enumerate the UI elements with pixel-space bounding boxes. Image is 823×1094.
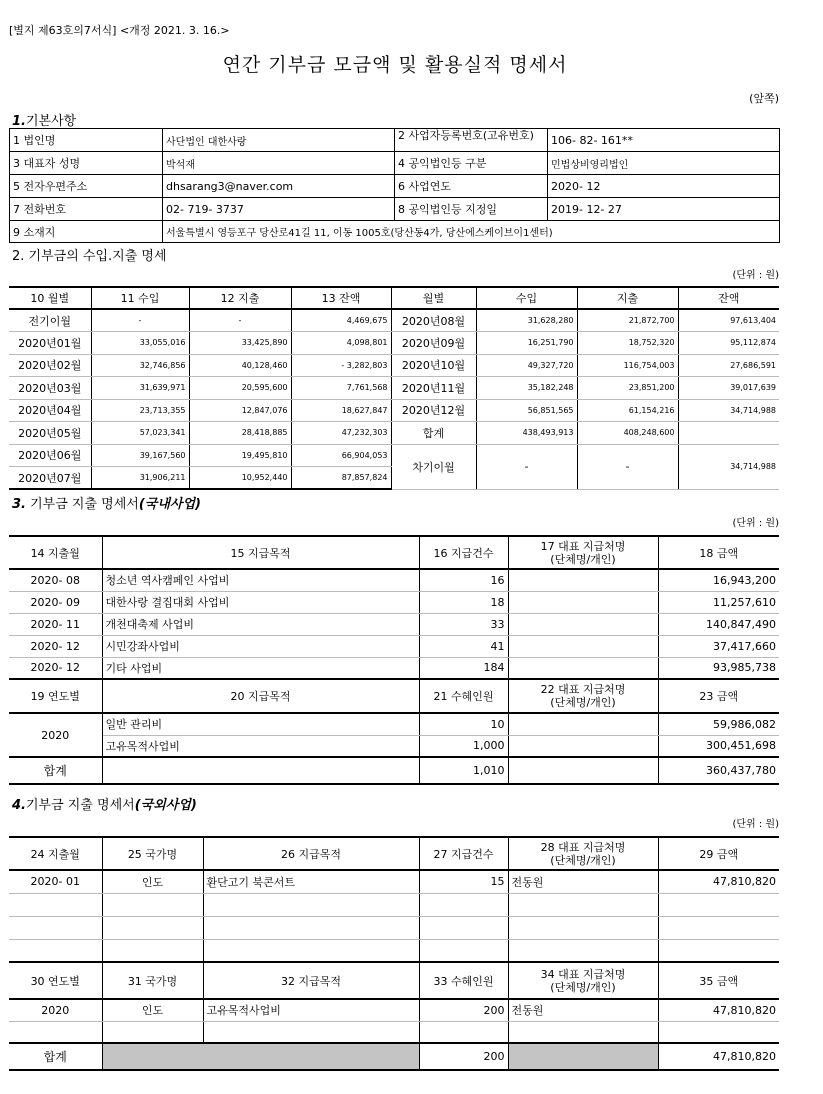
column-header: 13 잔액: [291, 287, 391, 309]
cell-balance: 34,714,988: [678, 444, 779, 489]
column-header: 34 대표 지급처명 (단체명/개인): [508, 962, 658, 999]
cell-balance: 27,686,591: [678, 354, 779, 377]
table-row: [9, 713, 779, 735]
cell-purpose: [203, 1021, 419, 1043]
cell-balance: 87,857,824: [291, 467, 391, 490]
cell-expense: 19,495,810: [189, 444, 291, 467]
column-header: 15 지급목적: [102, 536, 419, 569]
cell-income: 31,639,971: [91, 377, 189, 400]
cell-payee: 전동원: [508, 870, 658, 893]
cell-purpose: 고유목적사업비: [203, 999, 419, 1021]
unit-label: (단위 : 원): [732, 518, 779, 529]
cell-purpose: [203, 916, 419, 939]
cell-payee: [508, 1021, 658, 1043]
cell-purpose: 개천대축제 사업비: [102, 613, 419, 635]
column-header: 19 연도별: [9, 679, 102, 713]
cell-month: 2020년11월: [391, 377, 476, 400]
table-row: [9, 591, 779, 613]
cell-amount: 47,810,820: [658, 999, 779, 1021]
cell-payee: [508, 635, 658, 657]
shaded-cell: [102, 1043, 419, 1070]
table-row: [9, 422, 779, 445]
column-header: 26 지급목적: [203, 837, 419, 870]
cell-month: 2020년03월: [9, 377, 91, 400]
total-label: 합계: [9, 757, 102, 784]
cell-amount: [658, 916, 779, 939]
cell-balance: 95,112,874: [678, 332, 779, 355]
carry-forward-label: 차기이월: [391, 444, 476, 489]
cell-purpose: [203, 939, 419, 962]
cell-year: [9, 1021, 102, 1043]
cell-amount: 93,985,738: [658, 657, 779, 679]
column-header: 12 지출: [189, 287, 291, 309]
cell-month: 2020- 11: [9, 613, 102, 635]
info-label: 6 사업연도: [395, 175, 548, 198]
column-header: 20 지급목적: [102, 679, 419, 713]
cell-month: [9, 939, 102, 962]
column-header: 수입: [476, 287, 577, 309]
table-row: [9, 309, 779, 332]
cell-expense: 10,952,440: [189, 467, 291, 490]
table-row: [9, 354, 779, 377]
cell-amount: [658, 893, 779, 916]
cell-month: 2020년07월: [9, 467, 91, 490]
section-3-title: 3. 기부금 지출 명세서(국내사업): [12, 497, 201, 512]
cell-expense: 21,872,700: [577, 309, 678, 332]
cell-income: 49,327,720: [476, 354, 577, 377]
cell-balance: 47,232,303: [291, 422, 391, 445]
cell-count: 16: [419, 569, 508, 591]
column-header: 24 지출월: [9, 837, 102, 870]
cell-country: [102, 939, 203, 962]
section-2-title: 2. 기부금의 수입.지출 명세: [12, 249, 167, 264]
cell-balance: - 3,282,803: [291, 354, 391, 377]
info-value: 박석재: [163, 152, 395, 175]
table-row: [9, 939, 779, 962]
cell-purpose: [102, 757, 419, 784]
info-value: 2019- 12- 27: [548, 198, 780, 221]
cell-month: [9, 893, 102, 916]
cell-purpose: [203, 893, 419, 916]
column-header: 11 수입: [91, 287, 189, 309]
table-row: [9, 657, 779, 679]
table-header-row: [9, 837, 779, 870]
cell-count: 200: [419, 999, 508, 1021]
info-label: 2 사업자등록번호(고유번호): [395, 129, 548, 152]
info-row: [10, 129, 780, 152]
table-row: [9, 870, 779, 893]
info-value: 02- 719- 3737: [163, 198, 395, 221]
cell-income: 35,182,248: [476, 377, 577, 400]
cell-year: 2020: [9, 999, 102, 1021]
cell-balance: 66,904,053: [291, 444, 391, 467]
info-label: 3 대표자 성명: [10, 152, 163, 175]
cell-income: 438,493,913: [476, 422, 577, 445]
cell-income: 31,628,280: [476, 309, 577, 332]
cell-month: 2020- 08: [9, 569, 102, 591]
column-header: 29 금액: [658, 837, 779, 870]
cell-country: 인도: [102, 870, 203, 893]
column-header: 23 금액: [658, 679, 779, 713]
cell-payee: [508, 613, 658, 635]
unit-label: (단위 : 원): [732, 819, 779, 830]
cell-amount: 16,943,200: [658, 569, 779, 591]
cell-month: 2020- 01: [9, 870, 102, 893]
cell-count: [419, 893, 508, 916]
info-row: [10, 175, 780, 198]
column-header: 잔액: [678, 287, 779, 309]
cell-expense: 12,847,076: [189, 399, 291, 422]
info-row: [10, 221, 780, 243]
cell-balance: [678, 422, 779, 445]
cell-payee: [508, 713, 658, 735]
table-row: [9, 893, 779, 916]
table-header-row: [9, 679, 779, 713]
column-header: 28 대표 지급처명 (단체명/개인): [508, 837, 658, 870]
table-row: [9, 332, 779, 355]
cell-payee: [508, 893, 658, 916]
cell-count: 15: [419, 870, 508, 893]
cell-amount: 59,986,082: [658, 713, 779, 735]
cell-purpose: 고유목적사업비: [102, 735, 419, 757]
info-value: dhsarang3@naver.com: [163, 175, 395, 198]
cell-purpose: 환단고기 북콘서트: [203, 870, 419, 893]
cell-month: 2020- 09: [9, 591, 102, 613]
info-label: 9 소재지: [10, 221, 163, 243]
cell-income: 32,746,856: [91, 354, 189, 377]
section-1-title: 1.기본사항: [12, 114, 77, 129]
income-expense-table: [9, 286, 779, 490]
basic-info-table: [9, 128, 780, 243]
cell-amount: [658, 1021, 779, 1043]
cell-expense: 40,128,460: [189, 354, 291, 377]
cell-expense: 23,851,200: [577, 377, 678, 400]
cell-count: 18: [419, 591, 508, 613]
cell-amount: 47,810,820: [658, 1043, 779, 1070]
cell-amount: 37,417,660: [658, 635, 779, 657]
cell-amount: 360,437,780: [658, 757, 779, 784]
cell-country: [102, 1021, 203, 1043]
cell-payee: [508, 569, 658, 591]
cell-payee: [508, 657, 658, 679]
column-header: 30 연도별: [9, 962, 102, 999]
document-title: 연간 기부금 모금액 및 활용실적 명세서: [222, 54, 568, 76]
cell-country: [102, 916, 203, 939]
cell-count: [419, 939, 508, 962]
cell-income: -: [476, 444, 577, 489]
cell-income: -: [91, 309, 189, 332]
total-row: [9, 757, 779, 784]
info-label: 4 공익법인등 구분: [395, 152, 548, 175]
cell-purpose: 청소년 역사캠페인 사업비: [102, 569, 419, 591]
cell-expense: -: [189, 309, 291, 332]
column-header: 31 국가명: [102, 962, 203, 999]
column-header: 21 수혜인원: [419, 679, 508, 713]
table-row: [9, 635, 779, 657]
column-header: 14 지출월: [9, 536, 102, 569]
info-label: 1 법인명: [10, 129, 163, 152]
cell-count: 1,010: [419, 757, 508, 784]
table-header-row: [9, 536, 779, 569]
column-header: 18 금액: [658, 536, 779, 569]
column-header: 16 지급건수: [419, 536, 508, 569]
cell-month: 전기이월: [9, 309, 91, 332]
domestic-expense-table: [9, 535, 779, 785]
cell-payee: [508, 757, 658, 784]
cell-month: 2020년06월: [9, 444, 91, 467]
cell-month: 2020년08월: [391, 309, 476, 332]
shaded-cell: [508, 1043, 658, 1070]
cell-month: 2020년10월: [391, 354, 476, 377]
cell-payee: 전동원: [508, 999, 658, 1021]
cell-purpose: 일반 관리비: [102, 713, 419, 735]
cell-income: 57,023,341: [91, 422, 189, 445]
column-header: 27 지급건수: [419, 837, 508, 870]
cell-balance: 4,469,675: [291, 309, 391, 332]
cell-purpose: 대한사랑 결집대회 사업비: [102, 591, 419, 613]
cell-expense: 28,418,885: [189, 422, 291, 445]
cell-amount: 47,810,820: [658, 870, 779, 893]
info-row: [10, 152, 780, 175]
cell-purpose: 기타 사업비: [102, 657, 419, 679]
table-row: [9, 999, 779, 1021]
cell-income: 23,713,355: [91, 399, 189, 422]
cell-expense: 20,595,600: [189, 377, 291, 400]
cell-count: [419, 1021, 508, 1043]
table-header-row: [9, 287, 779, 309]
info-value: 106- 82- 161**: [548, 129, 780, 152]
overseas-expense-table: [9, 836, 779, 1071]
table-row: [9, 377, 779, 400]
cell-count: 10: [419, 713, 508, 735]
column-header: 월별: [391, 287, 476, 309]
cell-country: 인도: [102, 999, 203, 1021]
cell-count: 33: [419, 613, 508, 635]
cell-purpose: 시민강좌사업비: [102, 635, 419, 657]
cell-balance: 4,098,801: [291, 332, 391, 355]
cell-month: 2020년01월: [9, 332, 91, 355]
total-label: 합계: [9, 1043, 102, 1070]
cell-month: 합계: [391, 422, 476, 445]
unit-label: (단위 : 원): [732, 270, 779, 281]
column-header: 25 국가명: [102, 837, 203, 870]
cell-balance: 97,613,404: [678, 309, 779, 332]
info-label: 5 전자우편주소: [10, 175, 163, 198]
cell-month: 2020년05월: [9, 422, 91, 445]
cell-amount: 140,847,490: [658, 613, 779, 635]
cell-payee: [508, 939, 658, 962]
cell-balance: 39,017,639: [678, 377, 779, 400]
info-label: 8 공익법인등 지정일: [395, 198, 548, 221]
cell-month: [9, 916, 102, 939]
cell-year: 2020: [9, 713, 102, 757]
form-tag: [별지 제63호의7서식] <개정 2021. 3. 16.>: [9, 24, 230, 37]
cell-count: 41: [419, 635, 508, 657]
cell-income: 16,251,790: [476, 332, 577, 355]
cell-month: 2020- 12: [9, 657, 102, 679]
cell-count: 184: [419, 657, 508, 679]
section-4-title: 4.기부금 지출 명세서(국외사업): [12, 798, 197, 813]
front-page-label: (앞쪽): [749, 92, 779, 105]
column-header: 지출: [577, 287, 678, 309]
cell-expense: 408,248,600: [577, 422, 678, 445]
table-row: [9, 735, 779, 757]
column-header: 33 수혜인원: [419, 962, 508, 999]
table-row: [9, 444, 779, 467]
table-row: [9, 399, 779, 422]
cell-expense: -: [577, 444, 678, 489]
cell-expense: 61,154,216: [577, 399, 678, 422]
address-value: 서울특별시 영등포구 당산로41길 11, 이동 1005호(당산동4가, 당산에스케이브이1센터): [163, 221, 780, 243]
column-header: 35 금액: [658, 962, 779, 999]
column-header: 17 대표 지급처명 (단체명/개인): [508, 536, 658, 569]
cell-income: 39,167,560: [91, 444, 189, 467]
cell-expense: 33,425,890: [189, 332, 291, 355]
cell-month: 2020년12월: [391, 399, 476, 422]
cell-amount: [658, 939, 779, 962]
cell-balance: 18,627,847: [291, 399, 391, 422]
cell-count: 1,000: [419, 735, 508, 757]
cell-count: 200: [419, 1043, 508, 1070]
cell-month: 2020년02월: [9, 354, 91, 377]
info-value: 민법상비영리법인: [548, 152, 780, 175]
cell-amount: 11,257,610: [658, 591, 779, 613]
cell-payee: [508, 735, 658, 757]
cell-month: 2020년09월: [391, 332, 476, 355]
cell-month: 2020년04월: [9, 399, 91, 422]
table-row: [9, 569, 779, 591]
cell-expense: 116,754,003: [577, 354, 678, 377]
table-header-row: [9, 962, 779, 999]
column-header: 22 대표 지급처명 (단체명/개인): [508, 679, 658, 713]
cell-balance: 34,714,988: [678, 399, 779, 422]
total-row: [9, 1043, 779, 1070]
cell-payee: [508, 916, 658, 939]
cell-amount: 300,451,698: [658, 735, 779, 757]
cell-income: 56,851,565: [476, 399, 577, 422]
cell-payee: [508, 591, 658, 613]
info-value: 2020- 12: [548, 175, 780, 198]
info-value: 사단법인 대한사랑: [163, 129, 395, 152]
table-row: [9, 613, 779, 635]
cell-country: [102, 893, 203, 916]
info-label: 7 전화번호: [10, 198, 163, 221]
table-row: [9, 1021, 779, 1043]
cell-balance: 7,761,568: [291, 377, 391, 400]
cell-income: 31,906,211: [91, 467, 189, 490]
cell-month: 2020- 12: [9, 635, 102, 657]
column-header: 10 월별: [9, 287, 91, 309]
info-row: [10, 198, 780, 221]
column-header: 32 지급목적: [203, 962, 419, 999]
cell-count: [419, 916, 508, 939]
cell-expense: 18,752,320: [577, 332, 678, 355]
table-row: [9, 916, 779, 939]
cell-income: 33,055,016: [91, 332, 189, 355]
